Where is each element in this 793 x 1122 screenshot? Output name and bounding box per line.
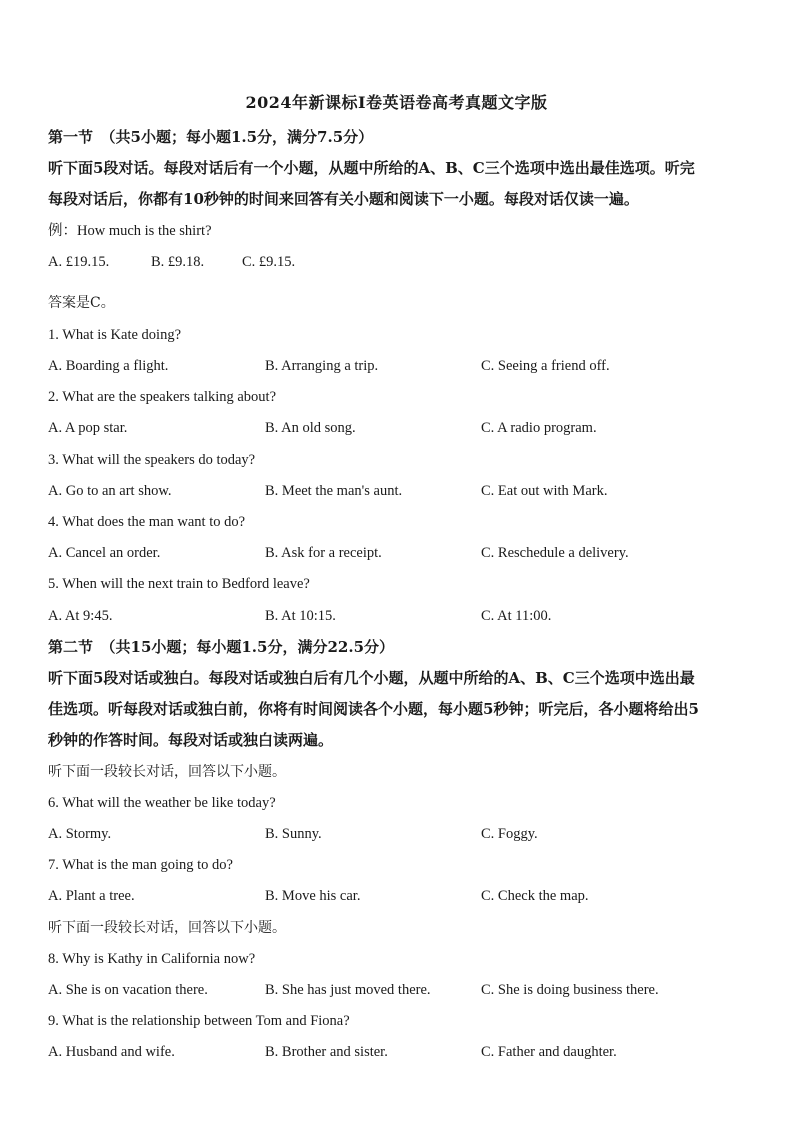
question-2-option-c: C. A radio program. (481, 420, 597, 436)
example-option-c: C. £9.15. (242, 254, 296, 270)
question-7-option-b: B. Move his car. (265, 888, 361, 904)
section1-instructions-line1: 听下面5段对话。每段对话后有一个小题，从题中所给的A、B、C三个选项中选出最佳选项。听完 (48, 159, 695, 177)
section2-instructions-line3: 秒钟的作答时间。每段对话或独白读两遍。 (48, 731, 334, 749)
question-2-option-a: A. A pop star. (48, 420, 128, 436)
question-6-option-c: C. Foggy. (481, 826, 538, 842)
question-2: 2. What are the speakers talking about? (48, 389, 277, 405)
example-option-a: A. £19.15. (48, 254, 110, 270)
example-question: 例：How much is the shirt? (48, 223, 212, 239)
question-5: 5. When will the next train to Bedford leave? (48, 576, 310, 592)
question-1-option-a: A. Boarding a flight. (48, 358, 169, 374)
example-answer: 答案是C。 (48, 295, 115, 311)
question-6-option-b: B. Sunny. (265, 826, 322, 842)
question-9-option-a: A. Husband and wife. (48, 1044, 175, 1060)
question-3: 3. What will the speakers do today? (48, 452, 256, 468)
question-2-option-b: B. An old song. (265, 420, 356, 436)
section2-instructions-line1: 听下面5段对话或独白。每段对话或独白后有几个小题，从题中所给的A、B、C三个选项中选出最 (48, 669, 695, 687)
question-3-option-a: A. Go to an art show. (48, 483, 172, 499)
question-1-option-c: C. Seeing a friend off. (481, 358, 610, 374)
example-option-b: B. £9.18. (151, 254, 205, 270)
question-9-option-c: C. Father and daughter. (481, 1044, 617, 1060)
section2-instructions-line2: 佳选项。听每段对话或独白前，你将有时间阅读各个小题，每小题5秒钟；听完后，各小题将给出5 (48, 700, 699, 718)
question-4-option-b: B. Ask for a receipt. (265, 545, 382, 561)
question-8-option-c: C. She is doing business there. (481, 982, 659, 998)
page-title: 2024年新课标Ⅰ卷英语卷高考真题文字版 (245, 93, 548, 112)
question-9: 9. What is the relationship between Tom and Fiona? (48, 1013, 350, 1029)
question-3-option-c: C. Eat out with Mark. (481, 483, 608, 499)
question-4-option-a: A. Cancel an order. (48, 545, 161, 561)
question-4: 4. What does the man want to do? (48, 514, 246, 530)
question-3-option-b: B. Meet the man's aunt. (265, 483, 403, 499)
question-5-option-c: C. At 11:00. (481, 608, 552, 624)
dialog-intro-1: 听下面一段较长对话，回答以下小题。 (48, 764, 286, 780)
question-7-option-a: A. Plant a tree. (48, 888, 135, 904)
question-7-option-c: C. Check the map. (481, 888, 589, 904)
dialog-intro-2: 听下面一段较长对话，回答以下小题。 (48, 920, 286, 936)
section1-instructions-line2: 每段对话后，你都有10秒钟的时间来回答有关小题和阅读下一小题。每段对话仅读一遍。 (48, 190, 639, 208)
question-8-option-b: B. She has just moved there. (265, 982, 431, 998)
question-5-option-b: B. At 10:15. (265, 608, 336, 624)
question-4-option-c: C. Reschedule a delivery. (481, 545, 629, 561)
question-6: 6. What will the weather be like today? (48, 795, 276, 811)
question-9-option-b: B. Brother and sister. (265, 1044, 388, 1060)
section1-heading: 第一节 （共5小题；每小题1.5分，满分7.5分） (48, 128, 374, 146)
question-5-option-a: A. At 9:45. (48, 608, 113, 624)
question-1-option-b: B. Arranging a trip. (265, 358, 379, 374)
question-8-option-a: A. She is on vacation there. (48, 982, 208, 998)
question-7: 7. What is the man going to do? (48, 857, 233, 873)
section2-heading: 第二节 （共15小题；每小题1.5分，满分22.5分） (48, 638, 395, 656)
question-6-option-a: A. Stormy. (48, 826, 112, 842)
question-8: 8. Why is Kathy in California now? (48, 951, 256, 967)
question-1: 1. What is Kate doing? (48, 327, 182, 343)
